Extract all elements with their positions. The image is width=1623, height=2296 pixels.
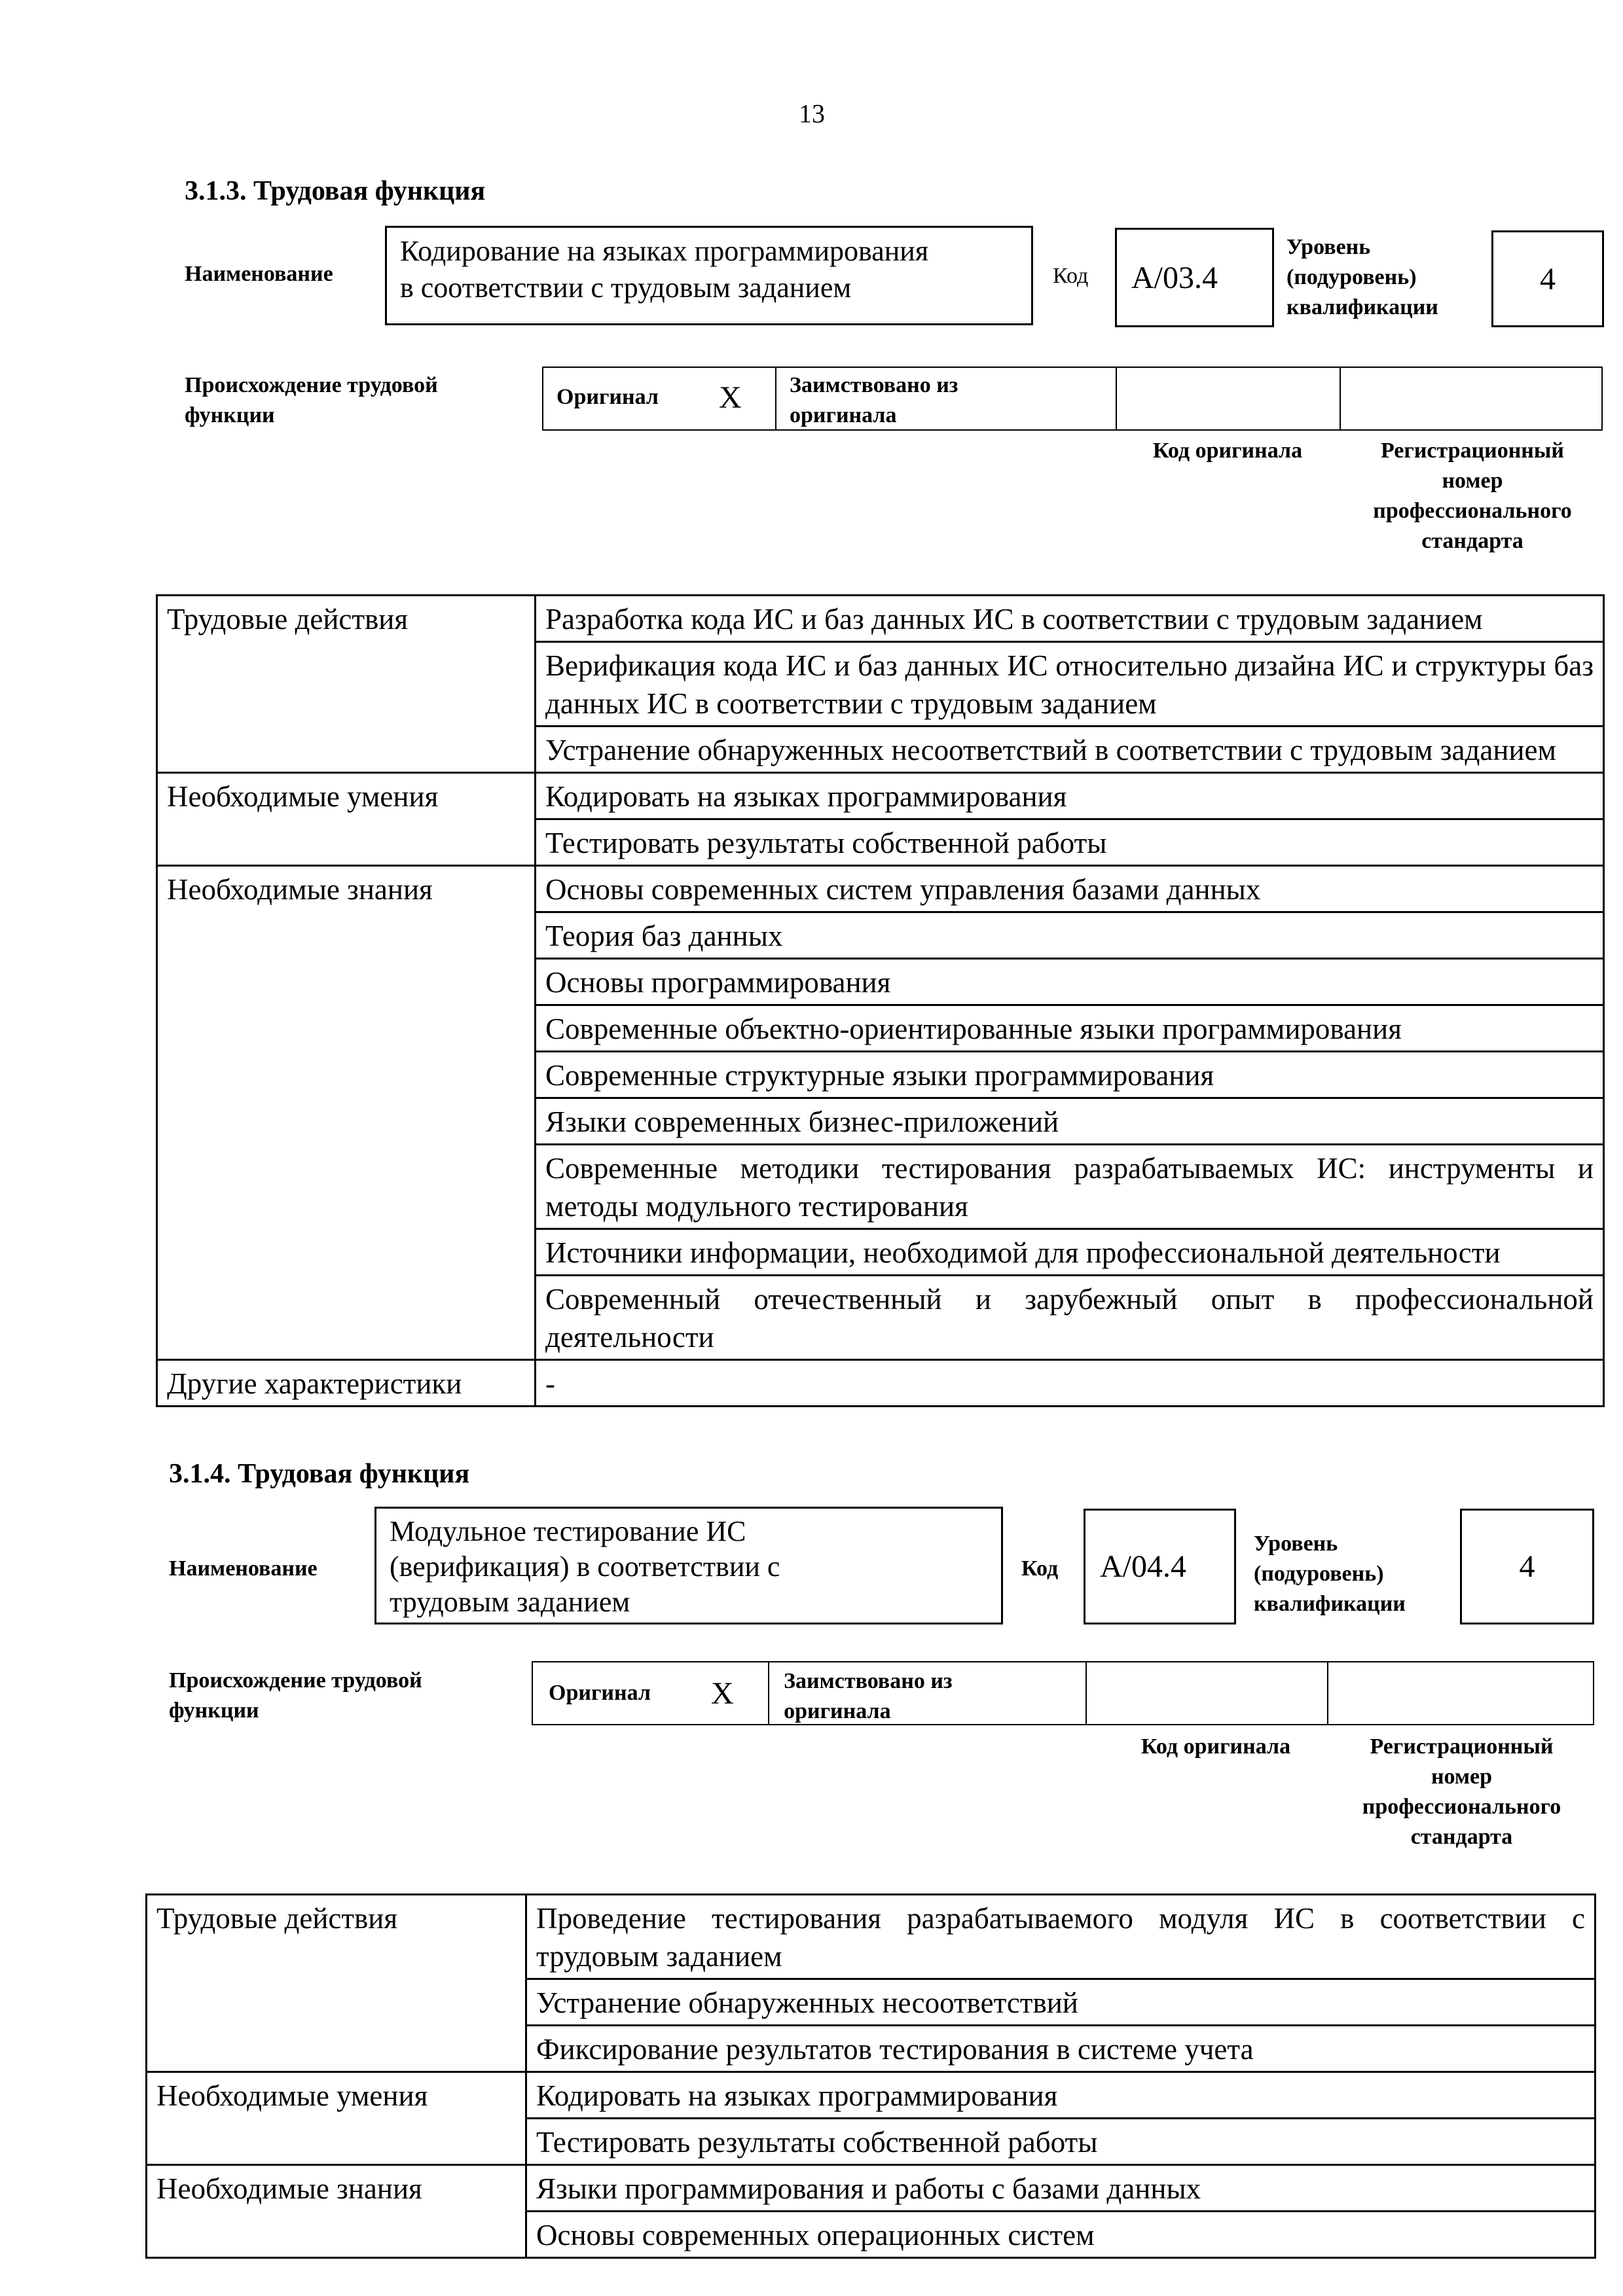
row-category: Необходимые умения: [147, 2072, 526, 2165]
table-row: [157, 596, 1604, 642]
row-item: Языки программирования и работы с базами данных: [526, 2165, 1596, 2212]
table-row: [157, 773, 1604, 819]
origin-table: [542, 367, 1603, 431]
row-category: Другие характеристики: [157, 1360, 536, 1407]
table-row: [147, 2165, 1596, 2212]
origin-mark: X: [719, 380, 742, 415]
row-item: Современные структурные языки программирования: [536, 1052, 1604, 1098]
row-category: Необходимые знания: [147, 2165, 526, 2258]
row-item: Языки современных бизнес-приложений: [536, 1098, 1604, 1145]
function-table: [145, 1893, 1596, 2259]
row-item: -: [536, 1360, 1604, 1407]
row-item: Тестировать результаты собственной работы: [536, 819, 1604, 866]
row-item: Современные методики тестирования разрабатываемых ИС: инструменты и методы модульного тестирования: [536, 1145, 1604, 1229]
function-table: [156, 594, 1605, 1407]
function-name-line: Модульное тестирование ИС: [390, 1515, 746, 1547]
row-item: Основы современных операционных систем: [526, 2212, 1596, 2258]
row-item: Устранение обнаруженных несоответствий: [526, 1979, 1596, 2026]
row-category: Необходимые умения: [157, 773, 536, 866]
row-item: Основы современных систем управления базами данных: [536, 866, 1604, 912]
origin-reg-caption: Регистрационный номер профессионального стандарта: [1362, 1734, 1561, 1849]
table-row: [147, 1895, 1596, 1979]
row-item: Основы программирования: [536, 959, 1604, 1005]
table-row: [157, 1360, 1604, 1407]
section-title: 3.1.3. Трудовая функция: [185, 176, 486, 206]
function-name-line: (верификация) в соответствии с: [390, 1551, 780, 1583]
level-value: 4: [1491, 230, 1604, 327]
row-item: Верификация кода ИС и баз данных ИС относительно дизайна ИС и структуры баз данных ИС в соответствии с трудовым заданием: [536, 642, 1604, 726]
row-item: Современный отечественный и зарубежный опыт в профессиональной деятельности: [536, 1276, 1604, 1360]
section-title: 3.1.4. Трудовая функция: [169, 1459, 470, 1489]
row-item: Кодировать на языках программирования: [536, 773, 1604, 819]
origin-code-cell: [1117, 368, 1341, 429]
row-item: Тестировать результаты собственной работы: [526, 2119, 1596, 2165]
row-item: Источники информации, необходимой для профессиональной деятельности: [536, 1229, 1604, 1276]
origin-mark: X: [711, 1676, 734, 1711]
origin-reg-caption: Регистрационный номер профессионального стандарта: [1373, 439, 1572, 553]
row-item: Теория баз данных: [536, 912, 1604, 959]
level-label: Уровень (подуровень) квалификации: [1286, 235, 1438, 319]
origin-borrowed: Заимствовано из оригинала: [784, 1669, 953, 1723]
function-name-line: трудовым заданием: [390, 1586, 630, 1618]
row-category: Необходимые знания: [157, 866, 536, 1360]
row-item: Проведение тестирования разрабатываемого модуля ИС в соответствии с трудовым заданием: [526, 1895, 1596, 1979]
function-name-line: в соответствии с трудовым заданием: [400, 272, 852, 304]
origin-table: [532, 1661, 1594, 1725]
name-label: Наименование: [185, 262, 333, 286]
origin-label: Происхождение трудовой функции: [185, 373, 438, 427]
row-item: Фиксирование результатов тестирования в системе учета: [526, 2026, 1596, 2072]
function-name-box: [374, 1507, 1003, 1624]
table-row: [147, 2072, 1596, 2119]
table-row: [157, 866, 1604, 912]
level-label: Уровень (подуровень) квалификации: [1254, 1532, 1406, 1616]
page-number: 13: [799, 99, 825, 128]
code-label: Код: [1021, 1556, 1059, 1581]
origin-reg-cell: [1328, 1662, 1593, 1724]
row-item: Разработка кода ИС и баз данных ИС в соответствии с трудовым заданием: [536, 596, 1604, 642]
origin-label: Происхождение трудовой функции: [169, 1668, 422, 1723]
row-item: Устранение обнаруженных несоответствий в соответствии с трудовым заданием: [536, 726, 1604, 773]
row-item: Современные объектно-ориентированные языки программирования: [536, 1005, 1604, 1052]
origin-code-cell: [1087, 1662, 1328, 1724]
origin-original: Оригинал: [549, 1681, 651, 1705]
origin-borrowed: Заимствовано из оригинала: [790, 373, 958, 427]
function-name-box: [385, 226, 1033, 325]
code-label: Код: [1053, 264, 1089, 288]
code-value: A/04.4: [1084, 1509, 1236, 1624]
name-label: Наименование: [169, 1556, 318, 1581]
origin-code-caption: Код оригинала: [1140, 1734, 1291, 1759]
origin-original: Оригинал: [556, 385, 659, 409]
row-item: Кодировать на языках программирования: [526, 2072, 1596, 2119]
row-category: Трудовые действия: [147, 1895, 526, 2072]
level-value: 4: [1460, 1509, 1594, 1624]
row-category: Трудовые действия: [157, 596, 536, 773]
origin-reg-cell: [1341, 368, 1601, 429]
code-value: A/03.4: [1115, 228, 1274, 327]
function-name-line: Кодирование на языках программирования: [400, 235, 929, 267]
origin-code-caption: Код оригинала: [1152, 439, 1303, 463]
